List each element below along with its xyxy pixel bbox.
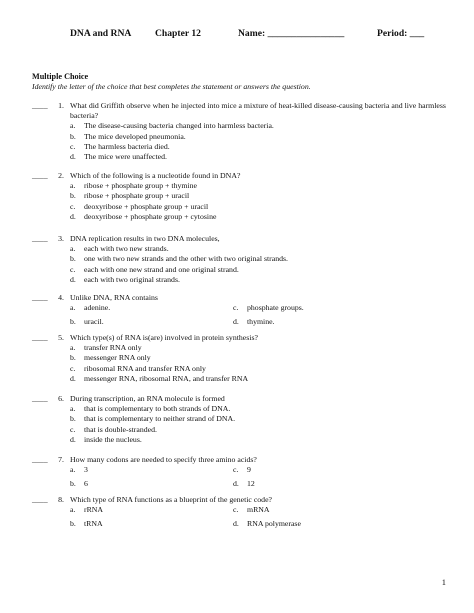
choice xyxy=(70,519,233,529)
choice-text: thymine. xyxy=(247,316,275,326)
choice-letter: a. xyxy=(70,181,76,191)
choice-letter: a. xyxy=(70,505,76,515)
choice-text: ribose + phosphate group + thymine xyxy=(84,181,197,191)
choice-text: each with two original strands. xyxy=(84,274,180,284)
choice xyxy=(233,317,396,327)
choice-letter: a. xyxy=(70,404,76,414)
question-number: 4. xyxy=(58,293,64,302)
choice-text: messenger RNA only xyxy=(84,353,151,363)
question-text: Which of the following is a nucleotide found in DNA? xyxy=(70,171,241,180)
choice xyxy=(70,254,460,264)
choice-text: RNA polymerase xyxy=(247,518,301,528)
choice-text: inside the nucleus. xyxy=(84,434,142,444)
choice-list xyxy=(70,303,460,330)
choice xyxy=(233,505,396,515)
choice-text: 6 xyxy=(84,478,88,488)
choice-letter: a. xyxy=(70,465,76,475)
choice-text: ribosomal RNA and transfer RNA only xyxy=(84,363,206,373)
question-number: 2. xyxy=(58,171,64,180)
choice-list xyxy=(70,343,460,384)
choice-text: adenine. xyxy=(84,303,111,313)
choice-letter: c. xyxy=(233,465,239,475)
question-number: 6. xyxy=(58,394,64,403)
choice xyxy=(70,152,460,162)
choice-text: one with two new strands and the other with two original strands. xyxy=(84,254,288,264)
choice xyxy=(70,132,460,142)
choice xyxy=(70,317,233,327)
choice-letter: d. xyxy=(70,274,76,284)
choice xyxy=(70,202,460,212)
choice xyxy=(70,212,460,222)
choice-letter: d. xyxy=(233,316,239,326)
choice-text: rRNA xyxy=(84,505,104,515)
choice-letter: d. xyxy=(233,518,239,528)
choice xyxy=(70,121,460,131)
choice xyxy=(70,374,460,384)
choice xyxy=(70,181,460,191)
section-title: Multiple Choice xyxy=(32,72,89,81)
choice-list xyxy=(70,181,460,222)
choice-list xyxy=(70,121,460,162)
choice-text: deoxyribose + phosphate group + cytosine xyxy=(84,211,217,221)
choice-letter: b. xyxy=(70,478,76,488)
question-text: How many codons are needed to specify three amino acids? xyxy=(70,455,257,464)
answer-blank: ____ xyxy=(32,394,48,403)
question-text: What did Griffith observe when he injected into mice a mixture of heat-killed disease-causing bacteria and live harmless bacteria? xyxy=(70,101,446,121)
choice-text: The mice developed pneumonia. xyxy=(84,131,186,141)
worksheet-header xyxy=(0,28,474,42)
choice-letter: d. xyxy=(70,151,76,161)
choice xyxy=(70,244,460,254)
choice-letter: a. xyxy=(70,121,76,131)
question-text: Which type of RNA functions as a blueprint of the genetic code? xyxy=(70,495,273,504)
choice xyxy=(70,343,460,353)
choice-letter: b. xyxy=(70,518,76,528)
answer-blank: ____ xyxy=(32,455,48,464)
choice-text: 3 xyxy=(84,465,88,475)
choice xyxy=(233,465,396,475)
question-number: 5. xyxy=(58,333,64,342)
choice-text: ribose + phosphate group + uracil xyxy=(84,191,190,201)
choice-letter: b. xyxy=(70,316,76,326)
choice-letter: b. xyxy=(70,131,76,141)
choice-list xyxy=(70,404,460,445)
choice xyxy=(70,414,460,424)
question-number: 8. xyxy=(58,495,64,504)
choice-text: transfer RNA only xyxy=(84,343,142,353)
choice-text: mRNA xyxy=(247,505,270,515)
choice-letter: a. xyxy=(70,244,76,254)
choice xyxy=(70,353,460,363)
choice-list xyxy=(70,505,460,532)
choice xyxy=(233,303,396,313)
choice xyxy=(70,505,233,515)
choice-list xyxy=(70,244,460,285)
choice-letter: d. xyxy=(70,434,76,444)
choice-text: The disease-causing bacteria changed into harmless bacteria. xyxy=(84,121,274,131)
question-number: 1. xyxy=(58,101,64,110)
choice-letter: a. xyxy=(70,303,76,313)
choice xyxy=(70,275,460,285)
choice-text: uracil. xyxy=(84,316,104,326)
choice-letter: c. xyxy=(233,505,239,515)
choice xyxy=(70,479,233,489)
choice-letter: c. xyxy=(70,363,76,373)
choice xyxy=(233,479,396,489)
choice xyxy=(70,425,460,435)
choice-text: each with two new strands. xyxy=(84,244,169,254)
choice-letter: b. xyxy=(70,191,76,201)
question-text: Which type(s) of RNA is(are) involved in protein synthesis? xyxy=(70,333,258,342)
choice xyxy=(70,303,233,313)
choice-text: that is double-stranded. xyxy=(84,424,157,434)
answer-blank: ____ xyxy=(32,333,48,342)
choice-text: 12 xyxy=(247,478,255,488)
choice-text: tRNA xyxy=(84,518,103,528)
choice-text: messenger RNA, ribosomal RNA, and transfer RNA xyxy=(84,373,249,383)
choice xyxy=(70,265,460,275)
name-field-label: Name: ________________ xyxy=(238,28,345,39)
choice-text: phosphate groups. xyxy=(247,303,304,313)
answer-blank: ____ xyxy=(32,171,48,180)
question-text: DNA replication results in two DNA molecules, xyxy=(70,234,220,243)
choice-letter: c. xyxy=(233,303,239,313)
choice-letter: c. xyxy=(70,141,76,151)
answer-blank: ____ xyxy=(32,293,48,302)
choice xyxy=(70,465,233,475)
choice-text: deoxyribose + phosphate group + uracil xyxy=(84,201,209,211)
choice-text: The harmless bacteria died. xyxy=(84,141,170,151)
choice xyxy=(70,191,460,201)
choice-text: that is complementary to both strands of DNA. xyxy=(84,404,231,414)
choice-letter: d. xyxy=(70,373,76,383)
answer-blank: ____ xyxy=(32,495,48,504)
worksheet-title: DNA and RNA xyxy=(70,28,132,39)
question-text: During transcription, an RNA molecule is formed xyxy=(70,394,225,403)
choice-list xyxy=(70,465,460,492)
choice-letter: a. xyxy=(70,343,76,353)
choice xyxy=(70,435,460,445)
choice-text: each with one new strand and one original strand. xyxy=(84,264,239,274)
choice-letter: c. xyxy=(70,264,76,274)
choice-text: that is complementary to neither strand of DNA. xyxy=(84,414,236,424)
section-instructions: Identify the letter of the choice that best completes the statement or answers the question. xyxy=(32,82,311,91)
answer-blank: ____ xyxy=(32,234,48,243)
choice-text: 9 xyxy=(247,465,251,475)
choice-letter: d. xyxy=(70,211,76,221)
choice xyxy=(233,519,396,529)
choice xyxy=(70,142,460,152)
choice-letter: c. xyxy=(70,424,76,434)
choice xyxy=(70,404,460,414)
choice-letter: c. xyxy=(70,201,76,211)
chapter-label: Chapter 12 xyxy=(155,28,201,39)
choice-letter: b. xyxy=(70,414,76,424)
choice-letter: b. xyxy=(70,254,76,264)
choice xyxy=(70,364,460,374)
question-text: Unlike DNA, RNA contains xyxy=(70,293,158,302)
period-field-label: Period: ___ xyxy=(377,28,425,39)
question-number: 3. xyxy=(58,234,64,243)
choice-letter: b. xyxy=(70,353,76,363)
choice-text: The mice were unaffected. xyxy=(84,151,167,161)
answer-blank: ____ xyxy=(32,101,48,110)
question-number: 7. xyxy=(58,455,64,464)
page-number: 1 xyxy=(441,577,446,587)
choice-letter: d. xyxy=(233,478,239,488)
